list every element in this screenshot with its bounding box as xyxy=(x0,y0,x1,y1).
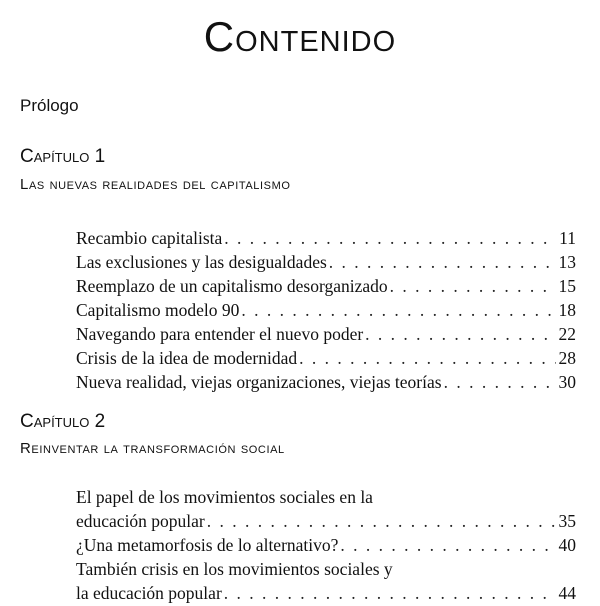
toc-entry-title: Nueva realidad, viejas organizaciones, viejas teorías xyxy=(76,372,442,392)
dot-leader xyxy=(224,581,556,605)
toc-entry xyxy=(76,226,576,250)
toc-entry-page: 44 xyxy=(558,583,576,603)
toc-entry-title: Capitalismo modelo 90 xyxy=(76,300,240,320)
chapter-2-label: Capítulo 2 xyxy=(20,411,106,432)
toc-entry xyxy=(76,322,576,346)
dot-leader xyxy=(241,298,555,322)
toc-entry-title: la educación popular xyxy=(76,583,222,603)
toc-entry-page: 18 xyxy=(558,300,576,320)
toc-entry xyxy=(76,298,576,322)
dot-leader xyxy=(299,346,555,370)
dot-leader xyxy=(224,226,556,250)
chapter-2-subtitle: Reinventar la transformación social xyxy=(20,440,285,457)
toc-entry-title-line1: El papel de los movimientos sociales en la xyxy=(76,487,373,507)
dot-leader xyxy=(390,274,556,298)
toc-entry xyxy=(76,346,576,370)
page-title: Contenido xyxy=(203,13,397,60)
toc-entry-page: 30 xyxy=(558,372,576,392)
toc-entry-page: 40 xyxy=(558,535,576,555)
chapter-1-entries xyxy=(76,226,576,394)
toc-entry xyxy=(76,370,576,394)
toc-prologo: Prólogo xyxy=(20,96,79,115)
chapter-1-label: Capítulo 1 xyxy=(20,146,106,167)
toc-entry-title: Las exclusiones y las desigualdades xyxy=(76,252,327,272)
toc-entry xyxy=(76,250,576,274)
toc-entry-page: 15 xyxy=(558,276,576,296)
dot-leader xyxy=(444,370,556,394)
toc-entry-page: 11 xyxy=(559,228,576,248)
toc-entry-page: 35 xyxy=(558,511,576,531)
toc-entry xyxy=(76,533,576,557)
toc-entry-page: 22 xyxy=(558,324,576,344)
toc-entry xyxy=(76,274,576,298)
chapter-1-subtitle: Las nuevas realidades del capitalismo xyxy=(20,176,291,193)
toc-entry-title: Reemplazo de un capitalismo desorganizado xyxy=(76,276,388,296)
dot-leader xyxy=(365,322,555,346)
toc-entry-title: Recambio capitalista xyxy=(76,228,223,248)
toc-entry-title: ¿Una metamorfosis de lo alternativo? xyxy=(76,535,339,555)
toc-entry-title: Crisis de la idea de modernidad xyxy=(76,348,298,368)
toc-entry-title-line1: También crisis en los movimientos sociales y xyxy=(76,559,393,579)
toc-entry-page: 28 xyxy=(558,348,576,368)
dot-leader xyxy=(329,250,556,274)
toc-entry-title: educación popular xyxy=(76,511,205,531)
dot-leader xyxy=(340,533,555,557)
toc-entry-page: 13 xyxy=(558,252,576,272)
chapter-2-entries xyxy=(76,485,576,605)
toc-entry xyxy=(76,557,576,605)
toc-entry-title: Navegando para entender el nuevo poder xyxy=(76,324,364,344)
dot-leader xyxy=(207,509,556,533)
toc-entry xyxy=(76,485,576,533)
